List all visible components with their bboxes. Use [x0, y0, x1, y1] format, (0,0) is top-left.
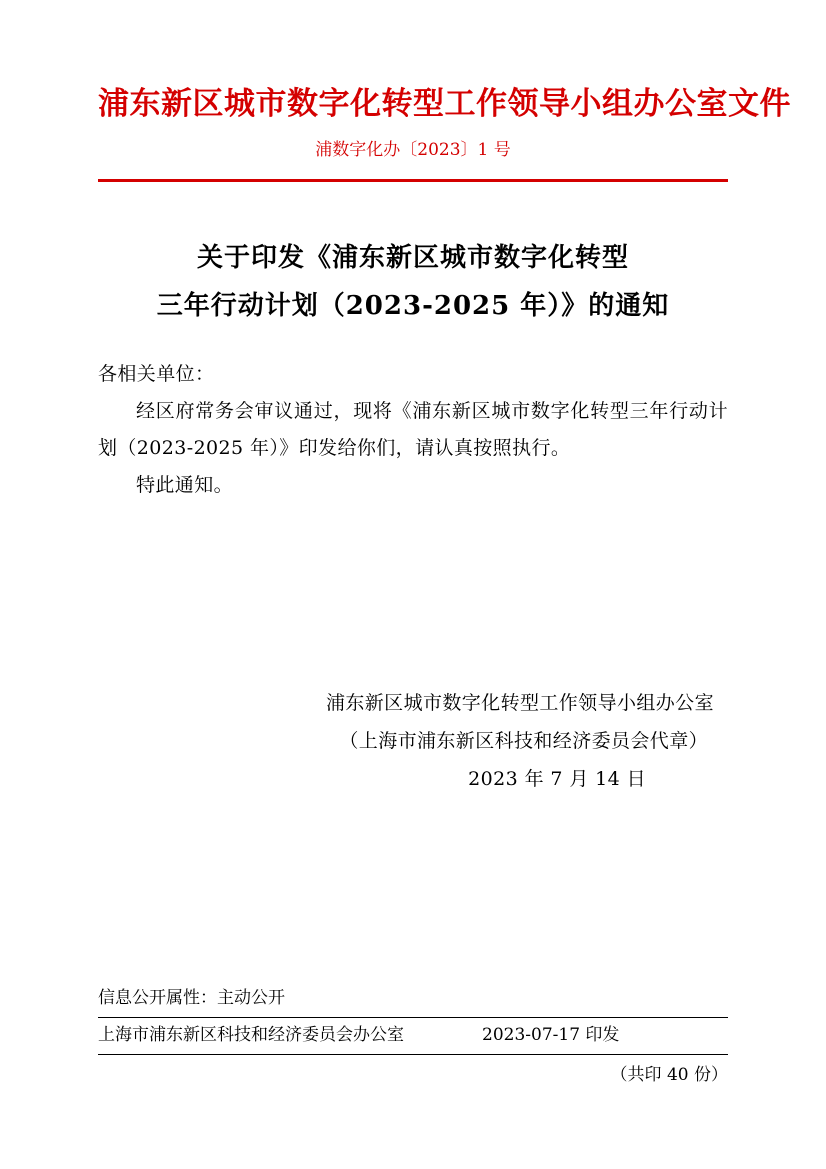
letterhead: [98, 0, 791, 182]
letterhead-title: 浦东新区城市数字化转型工作领导小组办公室文件: [98, 86, 791, 122]
signature-seal-organization: （上海市浦东新区科技和经济委员会代章）: [339, 730, 708, 753]
page-title-line-1: 关于印发《浦东新区城市数字化转型: [196, 242, 629, 273]
page-title-line-2: 三年行动计划（2023-2025 年）》的通知: [156, 291, 670, 322]
footer-copy-count: （共印 40 份）: [610, 1065, 728, 1086]
document-number: 浦数字化办〔2023〕1 号: [315, 140, 511, 161]
signature-date: 2023 年 7 月 14 日: [468, 768, 646, 791]
signature-block: [98, 684, 728, 798]
body-paragraph-1: 经区府常务会审议通过，现将《浦东新区城市数字化转型三年行动计划（2023-2025 年）》印发给你们，请认真按照执行。: [98, 400, 728, 460]
footer-issuer-row: [98, 1018, 728, 1055]
document-footer: [98, 984, 728, 1091]
page-title: [98, 234, 728, 330]
document-body: [98, 356, 728, 504]
footer-print-date: 2023-07-17 印发: [482, 1024, 620, 1045]
footer-issuer: 上海市浦东新区科技和经济委员会办公室: [98, 1024, 404, 1045]
red-divider-rule: [98, 179, 728, 182]
disclosure-attribute: 信息公开属性：主动公开: [98, 987, 285, 1008]
signature-organization: 浦东新区城市数字化转型工作领导小组办公室: [325, 692, 714, 715]
body-paragraph-2: 特此通知。: [136, 474, 234, 497]
salutation: 各相关单位：: [98, 363, 215, 386]
